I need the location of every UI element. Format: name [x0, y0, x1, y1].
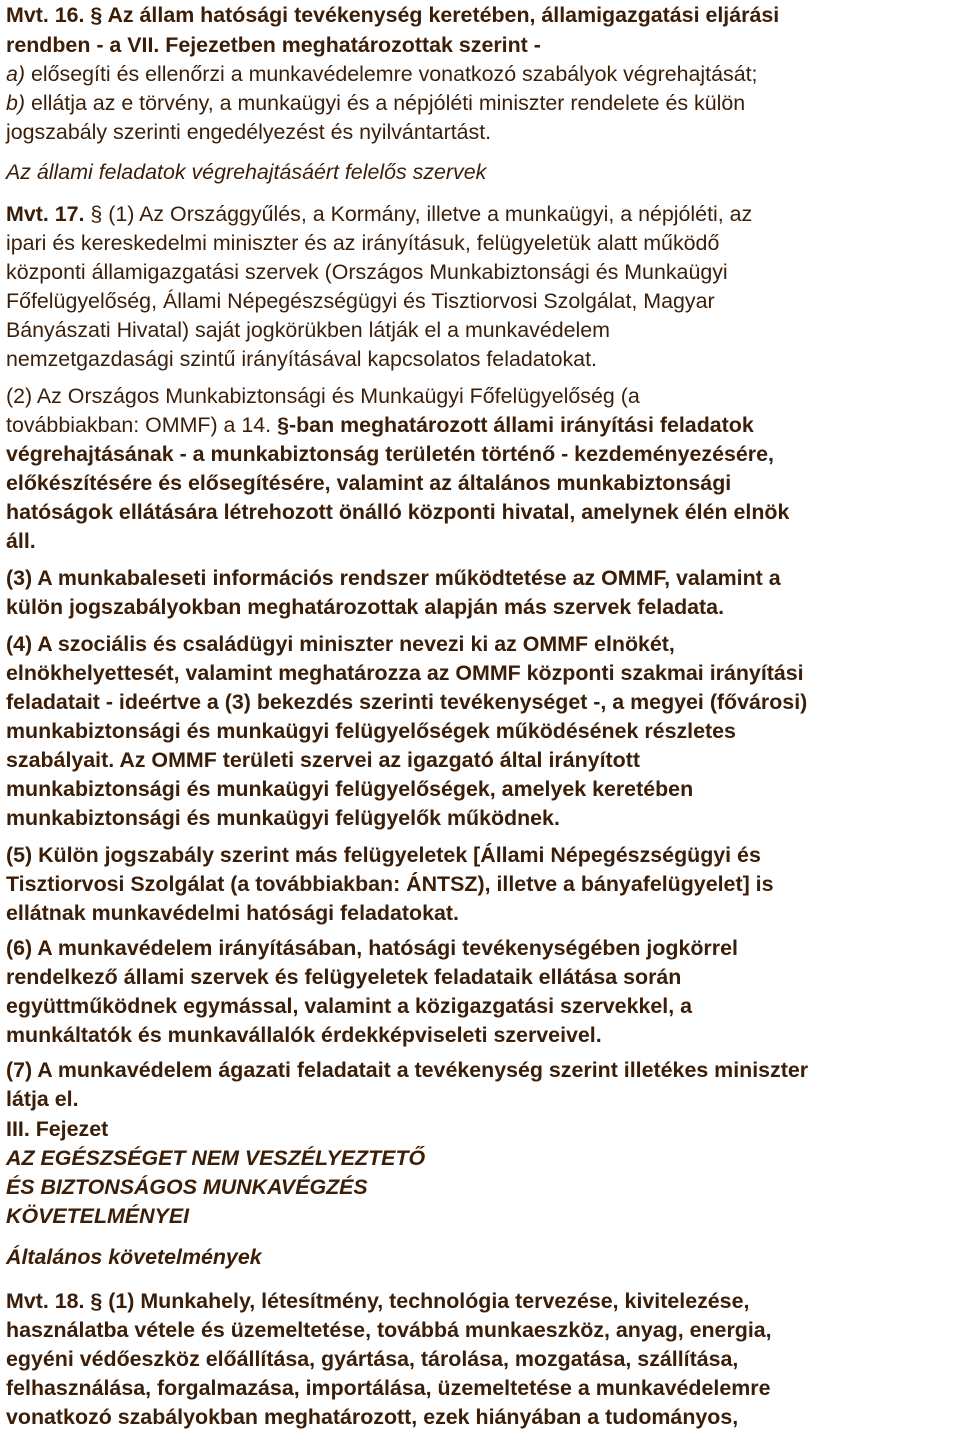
mvt17-p6-line-3: együttműködnek egymással, valamint a közigazgatási szervekkel, a: [6, 994, 692, 1018]
mvt17-p6-line-2: rendelkező állami szervek és felügyeletek feladataik ellátása során: [6, 965, 682, 989]
mvt16-line-1: Mvt. 16. § Az állam hatósági tevékenység keretében, államigazgatási eljárási: [6, 3, 780, 27]
mvt17-p4-line-3: feladatait - ideértve a (3) bekezdés szerinti tevékenységet -, a megyei (fővárosi): [6, 690, 808, 714]
mvt18-line-3: egyéni védőeszköz előállítása, gyártása, tárolása, mozgatása, szállítása,: [6, 1347, 739, 1371]
mvt17-p1-line-1: [6, 199, 752, 229]
mvt17-p5-line-3: ellátnak munkavédelmi hatósági feladatokat.: [6, 901, 459, 925]
mvt17-p7-line-2: látja el.: [6, 1087, 79, 1111]
mvt17-p4-line-5: szabályait. Az OMMF területi szervei az igazgató által irányított: [6, 748, 640, 772]
mvt17-p2-line-2a: továbbiakban: OMMF) a 14.: [6, 413, 272, 437]
mvt17-p1-line-5: Bányászati Hivatal) saját jogkörükben látják el a munkavédelem: [6, 318, 611, 342]
mvt17-p5-line-1: (5) Külön jogszabály szerint más felügyeletek [Állami Népegészségügyi és: [6, 843, 761, 867]
mvt18-line-1: Mvt. 18. § (1) Munkahely, létesítmény, technológia tervezése, kivitelezése,: [6, 1289, 750, 1313]
mvt17-label: Mvt. 17.: [6, 202, 85, 226]
mvt18-line-2: használatba vétele és üzemeltetése, továbbá munkaeszköz, anyag, energia,: [6, 1318, 772, 1342]
mvt17-p4-line-4: munkabiztonsági és munkaügyi felügyelőségek működésének részletes: [6, 719, 736, 743]
mvt17-p3-line-2: külön jogszabályokban meghatározottak alapján más szervek feladata.: [6, 595, 725, 619]
mvt16-item-b: [6, 88, 745, 118]
item-b-text: ellátja az e törvény, a munkaügyi és a népjóléti miniszter rendelete és külön: [25, 91, 746, 115]
mvt17-p2-line-4: előkészítésére és elősegítésére, valamint az általános munkabiztonsági: [6, 471, 732, 495]
chapter-title-line-2: ÉS BIZTONSÁGOS MUNKAVÉGZÉS: [6, 1175, 368, 1199]
mvt17-p2-line-2b: §-ban meghatározott állami irányítási feladatok: [271, 413, 754, 437]
mvt17-p2-line-6: áll.: [6, 529, 36, 553]
chapter-number: III. Fejezet: [6, 1117, 109, 1141]
mvt16-line-5: jogszabály szerinti engedélyezést és nyilvántartást.: [6, 120, 492, 144]
mvt17-p2-line-3: végrehajtásának - a munkabiztonság területén történő - kezdeményezésére,: [6, 442, 774, 466]
mvt17-p2-line-2: [6, 410, 754, 440]
chapter-title-line-3: KÖVETELMÉNYEI: [6, 1204, 190, 1228]
mvt17-p2-line-1: (2) Az Országos Munkabiztonsági és Munkaügyi Főfelügyelőség (a: [6, 384, 640, 408]
mvt16-item-a: [6, 59, 757, 89]
item-a-text: elősegíti és ellenőrzi a munkavédelemre vonatkozó szabályok végrehajtását;: [25, 62, 758, 86]
section-heading-altalanos: Általános követelmények: [6, 1245, 262, 1269]
section-heading-allami: Az állami feladatok végrehajtásáért felelős szervek: [6, 160, 487, 184]
mvt17-p7-line-1: (7) A munkavédelem ágazati feladatait a tevékenység szerint illetékes miniszter: [6, 1058, 809, 1082]
mvt18-line-4: felhasználása, forgalmazása, importálása, üzemeltetése a munkavédelemre: [6, 1376, 771, 1400]
chapter-title-line-1: AZ EGÉSZSÉGET NEM VESZÉLYEZTETŐ: [6, 1146, 426, 1170]
mvt17-p4-line-6: munkabiztonsági és munkaügyi felügyelőségek, amelyek keretében: [6, 777, 694, 801]
mvt18-line-5: vonatkozó szabályokban meghatározott, ezek hiányában a tudományos,: [6, 1405, 739, 1429]
mvt17-p4-line-2: elnökhelyettesét, valamint meghatározza az OMMF központi szakmai irányítási: [6, 661, 804, 685]
mvt17-p1-line-3: központi államigazgatási szervek (Országos Munkabiztonsági és Munkaügyi: [6, 260, 728, 284]
mvt17-p3-line-1: (3) A munkabaleseti információs rendszer működtetése az OMMF, valamint a: [6, 566, 781, 590]
mvt17-p1-line-4: Főfelügyelőség, Állami Népegészségügyi és Tisztiorvosi Szolgálat, Magyar: [6, 289, 715, 313]
mvt16-line-2: rendben - a VII. Fejezetben meghatározottak szerint -: [6, 33, 541, 57]
mvt17-p1-line-2: ipari és kereskedelmi miniszter és az irányításuk, felügyeletük alatt működő: [6, 231, 720, 255]
item-a-label: a): [6, 62, 26, 86]
mvt17-p4-line-1: (4) A szociális és családügyi miniszter nevezi ki az OMMF elnökét,: [6, 632, 675, 656]
mvt17-p5-line-2: Tisztiorvosi Szolgálat (a továbbiakban: ÁNTSZ), illetve a bányafelügyelet] is: [6, 872, 774, 896]
mvt17-p6-line-4: munkáltatók és munkavállalók érdekképviseleti szerveivel.: [6, 1023, 602, 1047]
item-b-label: b): [6, 91, 26, 115]
mvt17-p4-line-7: munkabiztonsági és munkaügyi felügyelők működnek.: [6, 806, 560, 830]
mvt17-p1-line-1-text: § (1) Az Országgyűlés, a Kormány, illetve a munkaügyi, a népjóléti, az: [84, 202, 753, 226]
mvt17-p6-line-1: (6) A munkavédelem irányításában, hatósági tevékenységében jogkörrel: [6, 936, 738, 960]
mvt17-p1-line-6: nemzetgazdasági szintű irányításával kapcsolatos feladatokat.: [6, 347, 597, 371]
mvt17-p2-line-5: hatóságok ellátására létrehozott önálló központi hivatal, amelynek élén elnök: [6, 500, 790, 524]
